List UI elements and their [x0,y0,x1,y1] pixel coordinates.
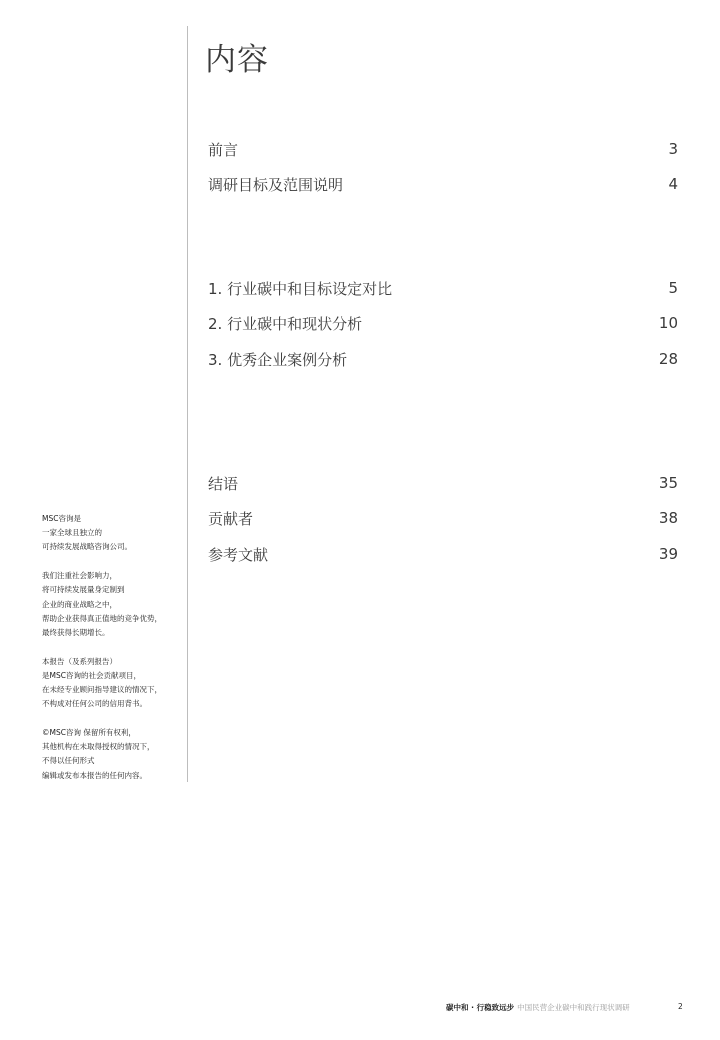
toc-entry-label: 3. 优秀企业案例分析 [208,350,348,369]
sidebar-line: MSC咨询是 [42,514,81,523]
sidebar-line: 不得以任何形式 [42,756,95,766]
toc-entry-page: 39 [658,545,678,563]
toc-entry-preface[interactable] [208,138,678,160]
toc-entry-chapter-3[interactable] [208,348,678,370]
toc-entry-label: 2. 行业碳中和现状分析 [208,314,363,333]
sidebar-line: 编辑或发布本报告的任何内容。 [42,770,147,780]
sidebar-notes [42,512,182,797]
sidebar-paragraph-about [42,512,182,555]
toc-entry-chapter-1[interactable] [208,277,678,299]
sidebar-line: 企业的商业战略之中， [42,599,117,609]
sidebar-line: 本报告（及系列报告） [42,656,117,666]
toc-entry-scope[interactable] [208,173,678,195]
footer [446,1002,630,1013]
toc-entry-label: 结语 [208,474,239,493]
vertical-divider [187,26,188,782]
sidebar-line: 不构成对任何公司的信用背书。 [42,699,147,709]
sidebar-line: 在未经专业顾问指导建议的情况下， [42,685,162,695]
page-title: 内容 [205,42,269,78]
toc-entry-page: 3 [668,140,678,158]
toc-entry-conclusion[interactable] [208,472,678,494]
sidebar-line: 其他机构在未取得授权的情况下， [42,742,155,752]
toc-entry-page: 5 [668,279,678,297]
sidebar-line: 一家全球且独立的 [42,528,102,538]
sidebar-paragraph-copyright [42,726,182,783]
toc-entry-chapter-2[interactable] [208,312,678,334]
toc-entry-page: 28 [658,350,678,368]
toc-entry-label: 前言 [208,140,239,159]
sidebar-line: 是MSC咨询的社会贡献项目， [42,670,141,680]
sidebar-line: 最终获得长期增长。 [42,627,110,637]
toc-entry-label: 贡献者 [208,509,254,528]
footer-subtitle: 中国民营企业碳中和践行现状调研 [517,1003,630,1012]
page-number: 2 [678,1002,683,1011]
toc-entry-label: 1. 行业碳中和目标设定对比 [208,279,393,298]
toc-entry-label: 参考文献 [208,545,269,564]
sidebar-line: 可持续发展战略咨询公司。 [42,542,132,552]
toc-entry-page: 10 [658,314,678,332]
toc-entry-page: 38 [658,509,678,527]
sidebar-paragraph-disclaimer [42,655,182,712]
toc-entry-references[interactable] [208,543,678,565]
toc-entry-contributors[interactable] [208,507,678,529]
toc-entry-page: 35 [658,474,678,492]
sidebar-line: 我们注重社会影响力， [42,571,117,581]
footer-title: 碳中和 · 行稳致远步 [446,1003,515,1012]
sidebar-line: 帮助企业获得真正值地的竞争优势， [42,613,162,623]
toc-entry-page: 4 [668,175,678,193]
sidebar-line: ©MSC咨询 保留所有权利， [42,727,136,737]
toc-entry-label: 调研目标及范围说明 [208,175,344,194]
sidebar-line: 将可持续发展量身定制到 [42,585,125,595]
sidebar-paragraph-mission [42,569,182,640]
